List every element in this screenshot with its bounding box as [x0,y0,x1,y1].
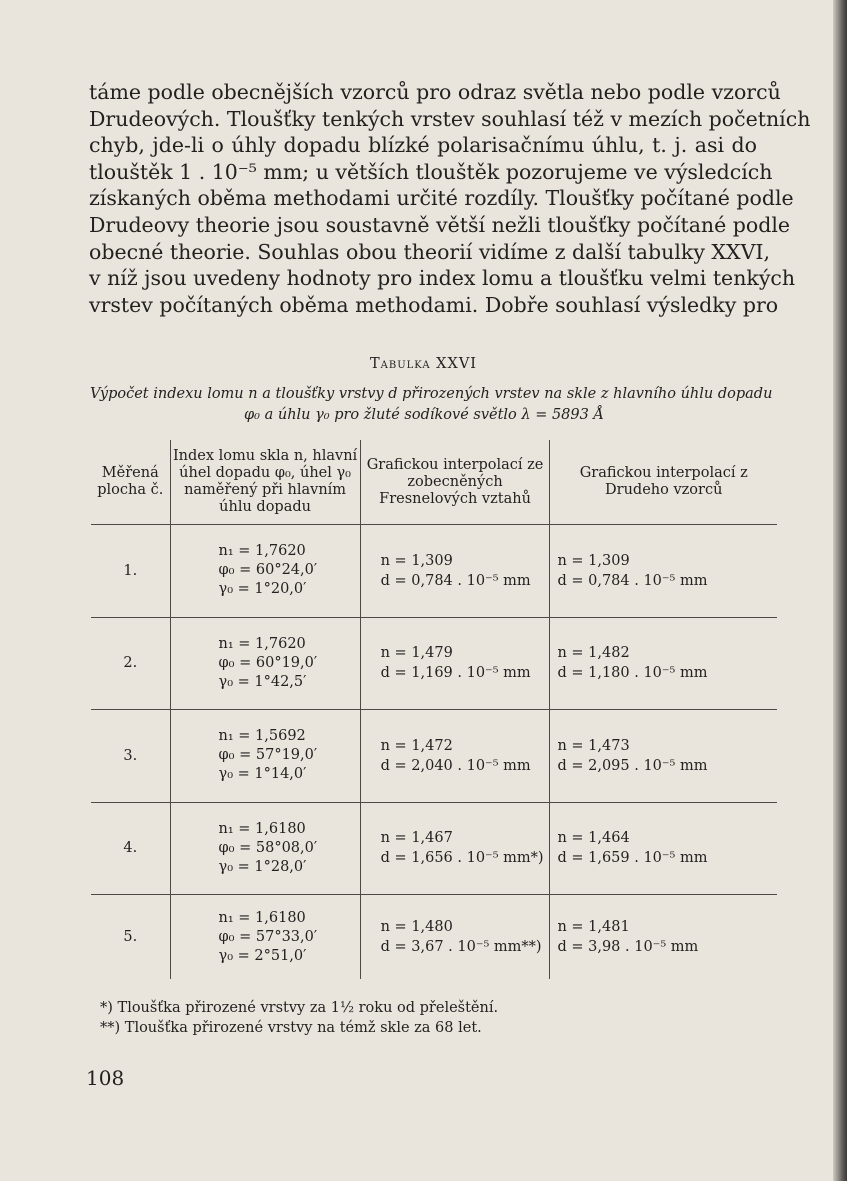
paragraph-line: tlouštěk 1 . 10⁻⁵ mm; u větších tlouštěk pozorujeme ve výsledcích [89,159,773,184]
paragraph-line: Drudeovy theorie jsou soustavně větší nežli tloušťky počítané podle [89,212,791,237]
table-row [91,617,777,710]
drude-result: n = 1,464 d = 1,659 . 10⁻⁵ mm [550,802,777,895]
measured-params: n₁ = 1,7620 φ₀ = 60°24,0′ γ₀ = 1°20,0′ [170,525,360,618]
page-edge [833,0,847,1181]
paragraph-line: chyb, jde-li o úhly dopadu blízké polarisačnímu úhlu, t. j. asi do [89,133,757,158]
fresnel-result: n = 1,480 d = 3,67 . 10⁻⁵ mm**) [360,895,550,980]
table-row [91,710,777,803]
table-title: Tabulka XXVI [369,356,478,372]
header-drude: Grafickou interpolací z Drudeho vzorců [550,440,777,525]
paragraph-line: v níž jsou uvedeny hodnoty pro index lomu a tloušťku velmi tenkých [89,266,796,291]
header-plocha: Měřená plocha č. [91,440,170,525]
drude-result: n = 1,482 d = 1,180 . 10⁻⁵ mm [550,617,777,710]
data-table [91,440,777,979]
footnote: **) Tloušťka přirozené vrstvy na témž skle za 68 let. [100,1020,482,1036]
caption-line: Výpočet indexu lomu n a tloušťky vrstvy d přirozených vrstev na skle z hlavního úhlu dopadu [90,386,773,402]
table-row [91,802,777,895]
body-paragraph [89,79,811,318]
header-index: Index lomu skla n, hlavní úhel dopadu φ₀, úhel γ₀ naměřený při hlavním úhlu dopadu [170,440,360,525]
fresnel-result: n = 1,467 d = 1,656 . 10⁻⁵ mm*) [360,802,550,895]
table-row [91,895,777,980]
drude-result: n = 1,481 d = 3,98 . 10⁻⁵ mm [550,895,777,980]
plocha-number: 5. [91,895,170,980]
measured-params: n₁ = 1,7620 φ₀ = 60°19,0′ γ₀ = 1°42,5′ [170,617,360,710]
plocha-number: 2. [91,617,170,710]
measured-params: n₁ = 1,5692 φ₀ = 57°19,0′ γ₀ = 1°14,0′ [170,710,360,803]
fresnel-result: n = 1,472 d = 2,040 . 10⁻⁵ mm [360,710,550,803]
paragraph-line: táme podle obecnějších vzorců pro odraz světla nebo podle vzorců [89,80,781,104]
paragraph-line: Drudeových. Tloušťky tenkých vrstev souhlasí též v mezích početních [89,106,811,131]
measured-params: n₁ = 1,6180 φ₀ = 57°33,0′ γ₀ = 2°51,0′ [170,895,360,980]
measured-params: n₁ = 1,6180 φ₀ = 58°08,0′ γ₀ = 1°28,0′ [170,802,360,895]
header-fresnel: Grafickou interpolací ze zobecněných Fresnelových vztahů [360,440,550,525]
page-number: 108 [86,1066,125,1090]
table-caption [90,384,773,426]
caption-line: φ₀ a úhlu γ₀ pro žluté sodíkové světlo λ = 5893 Å [244,407,604,423]
plocha-number: 1. [91,525,170,618]
drude-result: n = 1,309 d = 0,784 . 10⁻⁵ mm [550,525,777,618]
paragraph-line: obecné theorie. Souhlas obou theorií vidíme z další tabulky XXVI, [89,239,771,264]
paragraph-line: vrstev počítaných oběma methodami. Dobře souhlasí výsledky pro [89,292,779,317]
fresnel-result: n = 1,479 d = 1,169 . 10⁻⁵ mm [360,617,550,710]
plocha-number: 3. [91,710,170,803]
paragraph-line: získaných oběma methodami určité rozdíly. Tloušťky počítané podle [89,186,794,211]
footnotes [100,998,498,1038]
footnote: *) Tloušťka přirozené vrstvy za 1½ roku od přeleštění. [100,1000,499,1016]
plocha-number: 4. [91,802,170,895]
table-header-row [91,440,777,525]
table-row [91,525,777,618]
drude-result: n = 1,473 d = 2,095 . 10⁻⁵ mm [550,710,777,803]
fresnel-result: n = 1,309 d = 0,784 . 10⁻⁵ mm [360,525,550,618]
